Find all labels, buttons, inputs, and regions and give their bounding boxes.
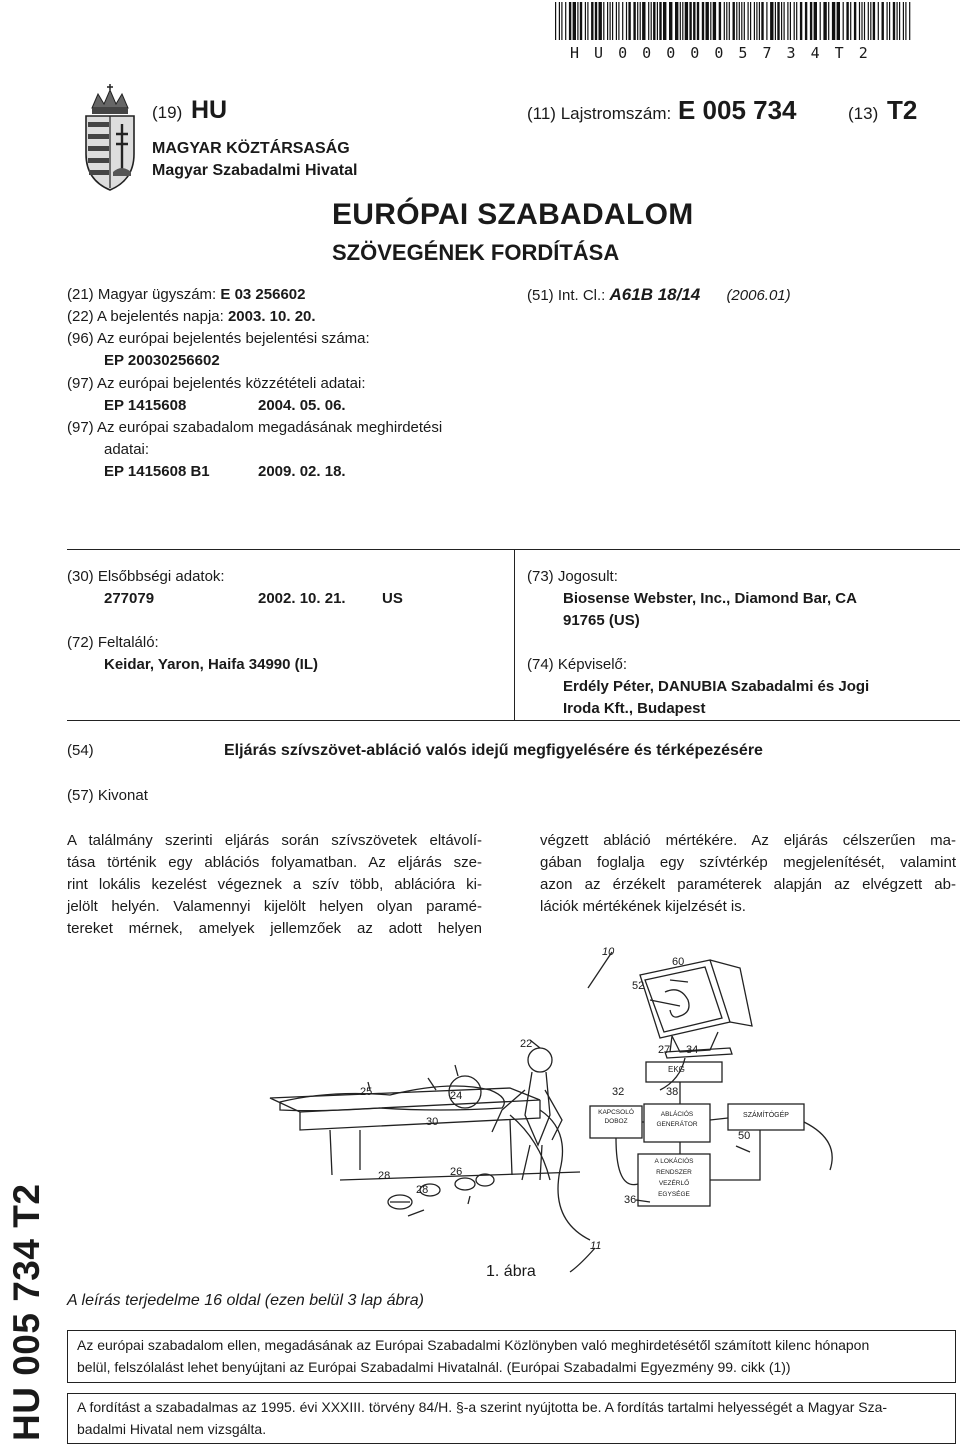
- barcode-bar: [861, 2, 862, 40]
- barcode-bar: [559, 2, 560, 40]
- barcode-bar: [689, 2, 691, 40]
- barcode-bar: [603, 2, 604, 40]
- extent-note: A leírás terjedelme 16 oldal (ezen belül 3 lap ábra): [67, 1292, 424, 1309]
- code-13: (13): [848, 104, 879, 123]
- field-30-date: 2002. 10. 21.: [258, 590, 346, 607]
- barcode-bar: [626, 2, 627, 40]
- opposition-notice-line: belül, felszólalást lehet benyújtani az Európai Szabadalmi Hivatalnál. (Európai Szabadalmi Egyezmény 99. cikk (1)): [77, 1359, 791, 1375]
- side-label: HU 005 734 T2: [6, 1183, 47, 1441]
- barcode-bar: [682, 2, 683, 40]
- field-54-label: (54): [67, 742, 94, 759]
- barcode-bar: [796, 2, 797, 40]
- barcode-bar: [761, 2, 763, 40]
- register-number: E 005 734: [677, 95, 797, 125]
- abstract-left-line: tása történik egy ablációs folyamatban. Az eljárás sze-: [67, 854, 482, 871]
- figure-label: 52: [632, 980, 645, 992]
- barcode-bar: [607, 2, 608, 40]
- figure-label: 27: [658, 1044, 671, 1056]
- barcode-bar: [870, 2, 871, 40]
- barcode-bar: [850, 2, 851, 40]
- barcode-caption: H U 0 0 0 0 0 5 7 3 4 T 2: [570, 44, 871, 62]
- barcode-bar: [832, 2, 835, 40]
- document-title: EURÓPAI SZABADALOM: [332, 198, 694, 231]
- barcode-bar: [573, 2, 576, 40]
- box-lokacios-line: EGYSÉGE: [658, 1191, 690, 1198]
- field-74-line2: Iroda Kft., Budapest: [563, 700, 706, 717]
- barcode-bar: [750, 2, 751, 40]
- code-19: (19): [152, 103, 183, 122]
- barcode-bar: [828, 2, 829, 40]
- barcode-bar: [697, 2, 699, 40]
- barcode-bar: [859, 2, 860, 40]
- abstract-right-line: azon az érzékelt paraméterek alapján az elvégzett ab-: [540, 876, 956, 893]
- barcode-bar: [770, 2, 773, 40]
- barcode-bar: [733, 2, 735, 40]
- field-21: [67, 284, 305, 306]
- abstract-right-line: végzett abláció mértékére. Az eljárás célszerűen ma-: [540, 832, 956, 849]
- org-name: MAGYAR KÖZTÁRSASÁG: [152, 140, 350, 157]
- field-73-label: (73) Jogosult:: [527, 568, 618, 585]
- barcode-bar: [781, 2, 782, 40]
- coat-of-arms-logo: [80, 84, 140, 194]
- field-73-line2: 91765 (US): [563, 612, 640, 629]
- figure-label: 10: [602, 946, 615, 958]
- translation-notice-line: badalmi Hivatal nem vizsgálta.: [77, 1421, 267, 1437]
- barcode-bar: [555, 2, 556, 40]
- barcode-bar: [741, 2, 742, 40]
- barcode-bar: [899, 2, 900, 40]
- figure-label: 22: [520, 1038, 533, 1050]
- field-21-label: (21) Magyar ügyszám:: [67, 286, 217, 303]
- box-lokacios-line: VEZÉRLŐ: [658, 1180, 690, 1187]
- barcode-bar: [846, 2, 848, 40]
- barcode-bar: [800, 2, 802, 40]
- abstract-left-line: tereket mérnek, amelyek jellemzőek az adott helyen: [67, 920, 482, 937]
- barcode-bar: [893, 2, 895, 40]
- barcode-bar: [651, 2, 652, 40]
- field-51-label: (51) Int. Cl.:: [527, 287, 606, 304]
- field-74-label: (74) Képviselő:: [527, 656, 628, 673]
- barcode-bar: [637, 2, 638, 40]
- field-51-value: A61B 18/14: [609, 285, 701, 304]
- barcode-bar: [595, 2, 597, 40]
- barcode-bar: [766, 2, 767, 40]
- field-30-country: US: [382, 590, 403, 607]
- barcode-bar: [710, 2, 711, 40]
- box-lokacios-line: RENDSZER: [656, 1169, 692, 1176]
- barcode-bar: [640, 2, 641, 40]
- box-ablacios: [646, 1110, 708, 1130]
- barcode-bars: [553, 2, 915, 42]
- field-74-line1: Erdély Péter, DANUBIA Szabadalmi és Jogi: [563, 678, 870, 695]
- barcode-bar: [669, 2, 672, 40]
- barcode-bar: [580, 2, 582, 40]
- figure-label: 60: [672, 956, 685, 968]
- barcode-bar: [736, 2, 737, 40]
- figure-1: [240, 940, 960, 1285]
- side-label-wrap: [0, 1145, 48, 1447]
- abstract-right-line: gában foglalja egy szívtérkép megjelenítését, valamint: [540, 854, 956, 871]
- figure-label: 28: [378, 1170, 391, 1182]
- barcode-bar: [616, 2, 617, 40]
- abstract-left-line: rint lokális kezelést végeznek a szív több, ablációra ki-: [67, 876, 482, 893]
- figure-label: 28: [416, 1184, 429, 1196]
- figure-label: 26: [450, 1166, 463, 1178]
- barcode-bar: [561, 2, 562, 40]
- barcode-bar: [882, 2, 884, 40]
- abstract-left-line: jelölt helyén. Valamennyi kijelölt helyen olyan paramé-: [67, 898, 482, 915]
- barcode-bar: [657, 2, 658, 40]
- box-kapcsolo-line: DOBOZ: [604, 1118, 628, 1125]
- invention-title: Eljárás szívszövet-abláció valós idejű megfigyelésére és térképezésére: [224, 742, 763, 759]
- box-kapcsolo-line: KAPCSOLÓ: [598, 1109, 634, 1116]
- box-lokacios: [640, 1156, 708, 1200]
- field-72-value: Keidar, Yaron, Haifa 34990 (IL): [104, 656, 318, 673]
- barcode-bar: [628, 2, 630, 40]
- barcode-bar: [622, 2, 623, 40]
- figure-label: 30: [426, 1116, 439, 1128]
- abstract-label: (57) Kivonat: [67, 787, 148, 804]
- barcode-bar: [719, 2, 721, 40]
- barcode-bar: [787, 2, 788, 40]
- barcode-bar: [790, 2, 791, 40]
- field-51-version: (2006.01): [726, 287, 791, 304]
- barcode-bar: [685, 2, 688, 40]
- barcode-bar: [889, 2, 890, 40]
- barcode: [553, 2, 915, 42]
- barcode-bar: [784, 2, 785, 40]
- barcode-bar: [648, 2, 649, 40]
- abstract-left-line: A találmány szerinti eljárás során szívszövetek eltávolí-: [67, 832, 482, 849]
- barcode-bar: [854, 2, 856, 40]
- barcode-bar: [805, 2, 807, 40]
- barcode-bar: [909, 2, 910, 40]
- kind-code: T2: [886, 95, 918, 125]
- barcode-bar: [618, 2, 619, 40]
- physician-drawing: [492, 1048, 562, 1180]
- barcode-bar: [905, 2, 906, 40]
- barcode-bar: [610, 2, 611, 40]
- barcode-bar: [724, 2, 725, 40]
- figure-label: 50: [738, 1130, 751, 1142]
- barcode-bar: [706, 2, 709, 40]
- barcode-bar: [775, 2, 776, 40]
- field-97b-date: 2009. 02. 18.: [258, 463, 346, 480]
- barcode-bar: [713, 2, 716, 40]
- barcode-bar: [864, 2, 865, 40]
- barcode-bar: [633, 2, 635, 40]
- barcode-bar: [565, 2, 566, 40]
- barcode-bar: [663, 2, 666, 40]
- barcode-bar: [577, 2, 578, 40]
- abstract-right-line: lációk mértékének kijelzését is.: [540, 898, 746, 915]
- abstract-left-column: [67, 830, 482, 940]
- field-97a-date: 2004. 05. 06.: [258, 397, 346, 414]
- document-subtitle: SZÖVEGÉNEK FORDÍTÁSA: [332, 240, 620, 265]
- barcode-bar: [726, 2, 727, 40]
- barcode-bar: [675, 2, 678, 40]
- barcode-bar: [777, 2, 779, 40]
- opposition-notice-box: [67, 1330, 956, 1383]
- coat-of-arms-icon: [80, 84, 140, 194]
- figure-label: 24: [450, 1090, 463, 1102]
- barcode-bar: [878, 2, 879, 40]
- field-97b-label: (97) Az európai szabadalom megadásának meghirdetési: [67, 419, 443, 436]
- figure-label: 34: [686, 1044, 699, 1056]
- barcode-bar: [794, 2, 795, 40]
- barcode-bar: [642, 2, 645, 40]
- country-code: HU: [190, 96, 228, 124]
- field-73-line1: Biosense Webster, Inc., Diamond Bar, CA: [563, 590, 857, 607]
- barcode-bar: [659, 2, 661, 40]
- barcode-bar: [680, 2, 681, 40]
- box-ablacios-line: GENERÁTOR: [656, 1121, 698, 1128]
- box-kapcsolo: [592, 1108, 640, 1126]
- box-ablacios-line: ABLÁCIÓS: [660, 1111, 694, 1118]
- section-divider: [514, 549, 515, 721]
- box-szamitogep-label: SZÁMÍTÓGÉP: [743, 1112, 789, 1119]
- field-97b-label-cont: adatai:: [104, 441, 150, 458]
- barcode-bar: [744, 2, 745, 40]
- barcode-bar: [823, 2, 826, 40]
- field-97b-number: EP 1415608 B1: [104, 463, 210, 480]
- field-51: [527, 284, 791, 307]
- barcode-bar: [837, 2, 840, 40]
- field-22-label: (22) A bejelentés napja:: [67, 308, 224, 325]
- barcode-bar: [897, 2, 898, 40]
- barcode-bar: [843, 2, 844, 40]
- figure-label: 36: [624, 1194, 637, 1206]
- translation-notice-line: A fordítást a szabadalmas az 1995. évi XXXIII. törvény 84/H. §-a szerint nyújtotta be. A fordítás tartalmi helyességét a Magyar Sza-: [77, 1399, 888, 1415]
- barcode-bar: [599, 2, 602, 40]
- barcode-bar: [591, 2, 593, 40]
- figure-label: 38: [666, 1086, 679, 1098]
- field-97a-number: EP 1415608: [104, 397, 187, 414]
- figure-label: 25: [360, 1086, 373, 1098]
- field-72-label: (72) Feltaláló:: [67, 634, 159, 651]
- header-kind-row: [848, 95, 917, 126]
- field-97a-label: (97) Az európai bejelentés közzétételi adatai:: [67, 375, 366, 392]
- field-21-value: E 03 256602: [220, 286, 306, 303]
- field-96-value: EP 20030256602: [104, 352, 220, 369]
- box-lokacios-line: A LOKÁCIÓS: [654, 1158, 694, 1165]
- opposition-notice-line: Az európai szabadalom ellen, megadásának az Európai Szabadalmi Közlönyben való meghirdetésétől számított kilenc hónapon: [77, 1337, 870, 1353]
- barcode-bar: [868, 2, 869, 40]
- barcode-bar: [693, 2, 695, 40]
- header-register-row: [527, 95, 797, 126]
- translation-notice-box: [67, 1393, 956, 1444]
- figure-caption: 1. ábra: [486, 1263, 536, 1280]
- field-96-label: (96) Az európai bejelentés bejelentési száma:: [67, 330, 370, 347]
- barcode-bar: [585, 2, 586, 40]
- barcode-bar: [729, 2, 730, 40]
- barcode-bar: [569, 2, 571, 40]
- barcode-bar: [748, 2, 749, 40]
- header-country-row: [152, 96, 227, 125]
- code-11-label: (11) Lajstromszám:: [527, 104, 672, 123]
- barcode-bar: [903, 2, 904, 40]
- office-name: Magyar Szabadalmi Hivatal: [152, 162, 358, 179]
- barcode-bar: [810, 2, 812, 40]
- barcode-bar: [873, 2, 875, 40]
- barcode-bar: [756, 2, 757, 40]
- field-22-value: 2003. 10. 20.: [227, 308, 316, 325]
- field-22: [67, 306, 316, 328]
- barcode-bar: [754, 2, 755, 40]
- barcode-bar: [587, 2, 588, 40]
- barcode-bar: [887, 2, 888, 40]
- barcode-bar: [612, 2, 613, 40]
- figure-label: 11: [590, 1240, 602, 1252]
- barcode-bar: [820, 2, 821, 40]
- barcode-bar: [653, 2, 655, 40]
- field-30-label: (30) Elsőbbségi adatok:: [67, 568, 225, 585]
- barcode-bar: [759, 2, 760, 40]
- barcode-bar: [814, 2, 817, 40]
- box-ekg-label: EKG: [668, 1065, 685, 1074]
- barcode-bar: [739, 2, 740, 40]
- figure-label: 32: [612, 1086, 625, 1098]
- field-30-number: 277079: [104, 590, 155, 607]
- abstract-right-column: [540, 830, 956, 918]
- barcode-bar: [702, 2, 704, 40]
